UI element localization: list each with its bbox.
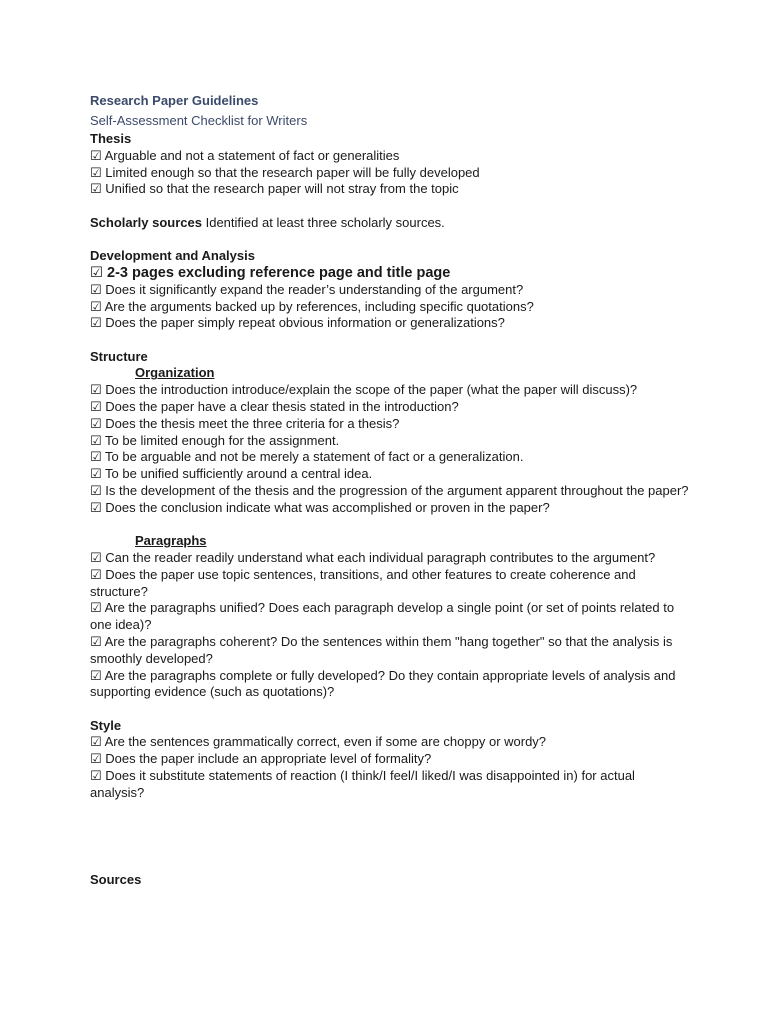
page-length-text: 2-3 pages excluding reference page and title page: [107, 264, 451, 281]
checkbox-icon: ☑: [90, 751, 102, 767]
checkbox-icon: ☑: [90, 667, 102, 683]
checklist-item: [90, 500, 690, 517]
checkbox-icon: ☑: [90, 633, 102, 649]
checkbox-icon: ☑: [90, 315, 102, 331]
thesis-heading: Thesis: [90, 131, 132, 146]
checkbox-icon: ☑: [90, 432, 102, 448]
checklist-item-text: To be limited enough for the assignment.: [105, 432, 340, 448]
checklist-item-text: Does the conclusion indicate what was accomplished or proven in the paper?: [105, 499, 550, 515]
style-heading: Style: [90, 717, 122, 733]
organization-heading: Organization: [135, 365, 215, 381]
checkbox-icon: ☑: [90, 382, 102, 398]
paragraphs-list: [90, 550, 690, 701]
checkbox-icon: ☑: [90, 768, 102, 783]
style-section: [90, 718, 690, 802]
checklist-item: [90, 433, 690, 450]
checkbox-icon: ☑: [90, 164, 102, 180]
checkbox-icon: ☑: [90, 264, 103, 281]
scholarly-sources-line: [90, 215, 690, 232]
checklist-item: [90, 148, 690, 165]
checkbox-icon: ☑: [90, 147, 102, 163]
checklist-item: [90, 382, 690, 399]
checklist-item: [90, 282, 690, 299]
checkbox-icon: ☑: [90, 298, 102, 314]
checklist-item-text: Are the arguments backed up by references, including specific quotations?: [104, 298, 534, 314]
checklist-item-text: Can the reader readily understand what each individual paragraph contributes to the argument?: [105, 549, 656, 565]
document-title: Research Paper Guidelines: [90, 93, 259, 108]
checkbox-icon: ☑: [90, 281, 102, 297]
checklist-item: [90, 634, 690, 668]
checklist-item-text: Are the paragraphs unified? Does each paragraph develop a single point (or set of points related to one idea)?: [90, 600, 675, 633]
checklist-item: [90, 449, 690, 466]
checklist-item-text: Does the paper simply repeat obvious information or generalizations?: [105, 315, 505, 331]
checklist-item: [90, 181, 690, 198]
checklist-item: [90, 483, 690, 500]
checklist-item-text: Unified so that the research paper will not stray from the topic: [105, 181, 459, 197]
organization-list: [90, 382, 690, 516]
checklist-item: [90, 165, 690, 182]
checkbox-icon: ☑: [90, 499, 102, 515]
structure-heading: Structure: [90, 348, 148, 364]
checkbox-icon: ☑: [90, 415, 102, 431]
checklist-item-text: Is the development of the thesis and the progression of the argument apparent throughout the paper?: [105, 483, 689, 499]
scholarly-sources-text: Identified at least three scholarly sources.: [202, 214, 445, 230]
checkbox-icon: ☑: [90, 449, 102, 465]
checklist-item: [90, 668, 690, 702]
development-section: [90, 248, 690, 332]
development-list: [90, 282, 690, 332]
thesis-section: [90, 131, 690, 198]
checklist-item-text: Does the thesis meet the three criteria for a thesis?: [105, 415, 400, 431]
scholarly-sources-label: Scholarly sources: [90, 214, 202, 230]
checklist-item-text: Are the paragraphs coherent? Do the sentences within them "hang together" so that the analysis is smoothly developed?: [90, 633, 673, 666]
checklist-item: [90, 466, 690, 483]
document-page: [90, 91, 690, 888]
checklist-item: [90, 751, 690, 768]
checkbox-icon: ☑: [90, 483, 102, 499]
checklist-item: [90, 315, 690, 332]
style-list: [90, 734, 690, 801]
page-length-item: [90, 265, 690, 282]
checklist-item: [90, 399, 690, 416]
sources-heading: Sources: [90, 871, 142, 887]
structure-section: [90, 349, 690, 701]
checklist-item: [90, 299, 690, 316]
checklist-item-text: Limited enough so that the research paper will be fully developed: [105, 164, 480, 180]
paragraphs-heading: Paragraphs: [135, 533, 207, 549]
checkbox-icon: ☑: [90, 466, 102, 482]
checklist-item-text: Arguable and not a statement of fact or generalities: [104, 147, 400, 163]
checklist-item: [90, 768, 690, 802]
checklist-item-text: Does the paper have a clear thesis stated in the introduction?: [105, 399, 459, 415]
checkbox-icon: ☑: [90, 399, 102, 415]
checkbox-icon: ☑: [90, 181, 102, 197]
thesis-list: [90, 148, 690, 198]
checklist-item: [90, 567, 690, 601]
checklist-item: [90, 734, 690, 751]
checklist-item-text: To be unified sufficiently around a central idea.: [105, 466, 373, 482]
checklist-item-text: Does the introduction introduce/explain the scope of the paper (what the paper will discuss)?: [105, 382, 638, 398]
checklist-item-text: Does the paper use topic sentences, transitions, and other features to create coherence and structure?: [90, 566, 636, 599]
checklist-item-text: Does the paper include an appropriate level of formality?: [105, 751, 432, 767]
checkbox-icon: ☑: [90, 600, 102, 616]
checkbox-icon: ☑: [90, 549, 102, 565]
checklist-item-text: Are the paragraphs complete or fully developed? Do they contain appropriate levels of analysis and supporting evidence (such as quotations)?: [90, 667, 676, 700]
checklist-item-text: To be arguable and not be merely a statement of fact or a generalization.: [105, 449, 524, 465]
checkbox-icon: ☑: [90, 734, 102, 750]
checklist-item: [90, 600, 690, 634]
development-heading: Development and Analysis: [90, 247, 255, 263]
checkbox-icon: ☑: [90, 566, 102, 582]
checklist-item-text: Does it significantly expand the reader’s understanding of the argument?: [105, 281, 524, 297]
checklist-item: [90, 416, 690, 433]
checklist-item: [90, 550, 690, 567]
checklist-item-text: Are the sentences grammatically correct, even if some are choppy or wordy?: [104, 734, 547, 750]
checklist-item-text: Does it substitute statements of reaction (I think/I feel/I liked/I was disappointed in) for actual analysis?: [90, 768, 635, 800]
document-subtitle: Self-Assessment Checklist for Writers: [90, 113, 308, 128]
